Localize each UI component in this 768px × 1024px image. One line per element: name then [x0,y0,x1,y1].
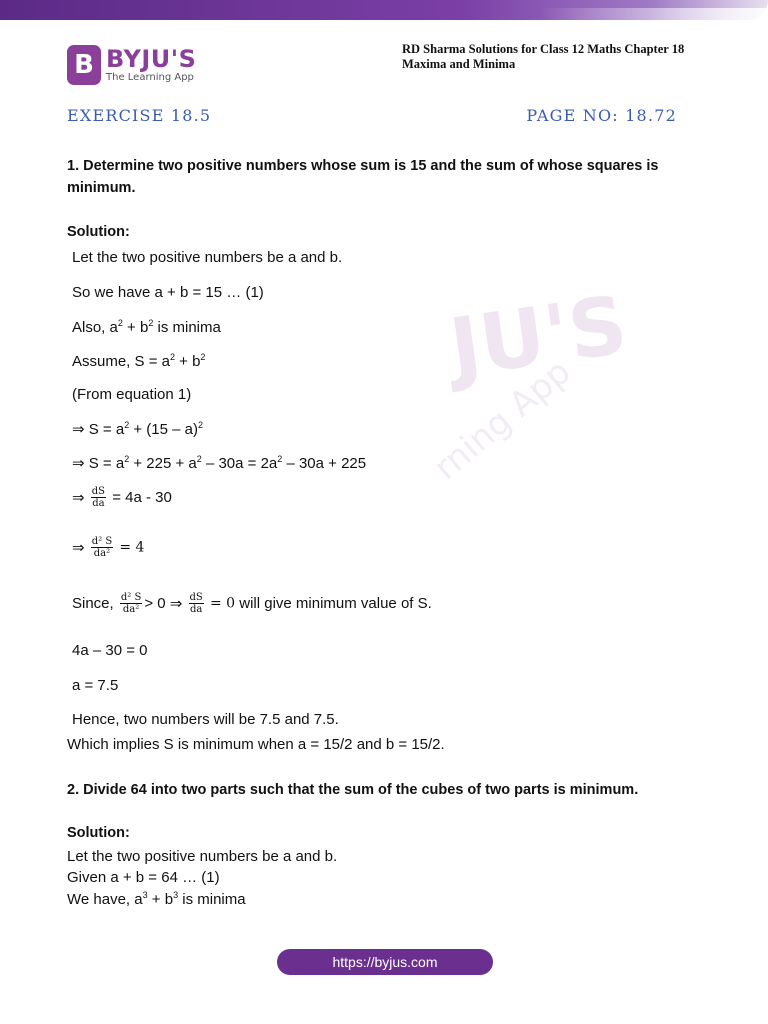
solution-2-step: We have, $a^3 + b^3$ is minima [67,890,246,908]
footer-url-link[interactable]: https://byjus.com [277,949,493,975]
solution-1-step: Hence, two numbers will be 7.5 and 7.5. [72,711,339,728]
fraction-d2s-da2: $\frac{\text{d² S}}{\text{da²}}$ [91,536,113,559]
logo-tagline: The Learning App [106,72,194,83]
solution-1-condition: Since, $\frac{\text{d² S}}{\text{da²}}$ > 0 ⇒ $\frac{dS}{da}$ = 0 will give minimum value of S. [72,592,432,615]
title-line-1: RD Sharma Solutions for Class 12 Maths Chapter 18 [402,42,685,56]
exercise-label: EXERCISE 18.5 [67,106,212,125]
question-1-line-1: 1. Determine two positive numbers whose sum is 15 and the sum of whose squares is [67,158,659,174]
title-line-2: Maxima and Minima [402,57,516,71]
solution-1-step: Assume, $S = a^2 + b^2$ [72,352,206,370]
question-2: 2. Divide 64 into two parts such that the sum of the cubes of two parts is minimum. [67,782,639,798]
solution-2-step: Let the two positive numbers be a and b. [67,848,338,865]
solution-1-label: Solution: [67,224,130,240]
watermark-brand: JU'S [444,278,633,395]
solution-1-derivative: ⇒ $\frac{dS}{da}$ = 4a - 30 [72,486,172,509]
solution-1-step: ⇒ $S = a^2 + 225 + a^2 - 30a = 2a^2 - 30a + 225$ [72,454,367,472]
solution-1-step: So we have a + b = 15 … (1) [72,284,264,301]
solution-2-label: Solution: [67,825,130,841]
page-number: PAGE NO: 18.72 [526,106,677,125]
watermark-tagline: rning App [426,351,579,489]
solution-1-step: Let the two positive numbers be a and b. [72,249,343,266]
solution-1-step: 4a – 30 = 0 [72,642,148,659]
logo-mark-icon: B [67,45,101,85]
solution-1-step: a = 7.5 [72,677,119,694]
fraction-ds-da: $\frac{dS}{da}$ [189,592,203,615]
logo-name: BYJU'S [106,45,197,73]
solution-1-second-derivative: ⇒ $\frac{\text{d² S}}{\text{da²}}$ = 4 [72,536,145,559]
solution-1-step: (From equation 1) [72,386,192,403]
fraction-ds-da: $\frac{dS}{da}$ [91,486,106,509]
solution-1-step: Also, $a^2 + b^2$ is minima [72,318,221,336]
fraction-d2s-da2: $\frac{\text{d² S}}{\text{da²}}$ [120,592,142,615]
solution-2-step: Given a + b = 64 … (1) [67,869,220,886]
question-1-line-2: minimum. [67,180,136,196]
solution-1-step: ⇒ $S = a^2 + (15 - a)^2$ [72,420,204,438]
solution-1-conclusion: Which implies S is minimum when a = 15/2 and b = 15/2. [67,736,445,753]
